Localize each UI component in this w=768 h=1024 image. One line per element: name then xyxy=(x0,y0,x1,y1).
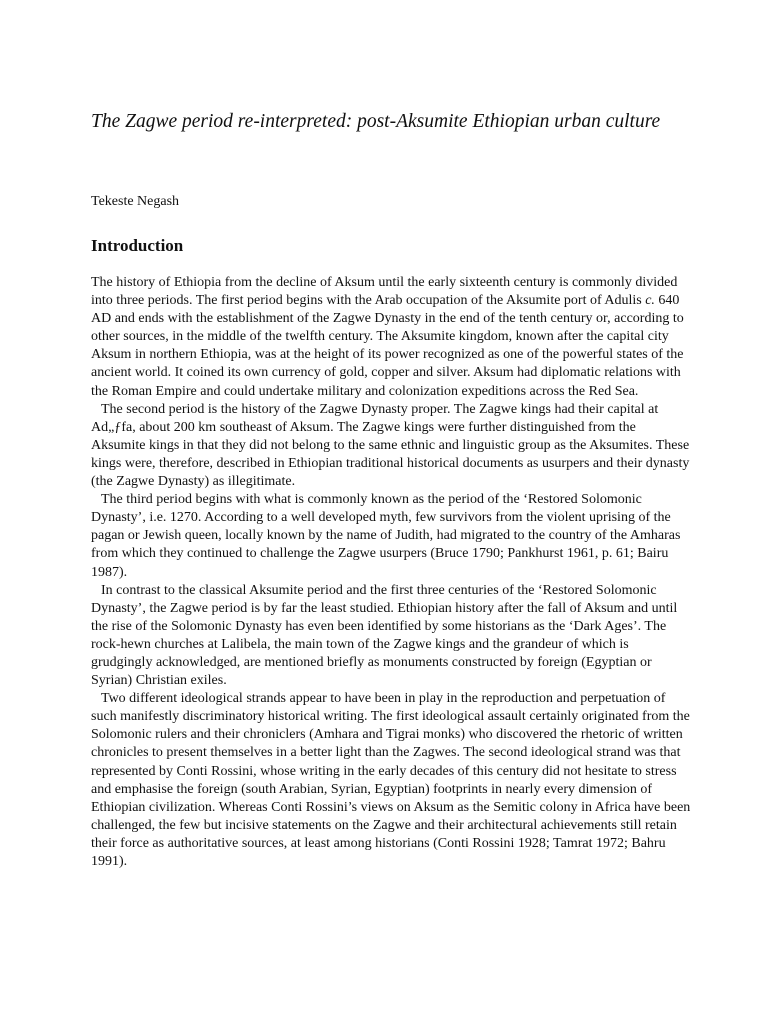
section-heading-introduction: Introduction xyxy=(91,236,184,255)
paragraph-1-part-2: 640 AD and ends with the establishment of the Zagwe Dynasty in the end of the tenth century or, according to other sources, in the middle of the twelfth century. The Aksumite kingdom, known after the capital city Aksum in northern Ethiopia, was at the height of its power recognized as one of the powerful states of the ancient world. It coined its own currency of gold, copper and silver. Aksum had diplomatic relations with the Roman Empire and could undertake military and colonization expeditions across the Red Sea. xyxy=(91,293,684,399)
paragraph-1 xyxy=(91,274,691,401)
document-page xyxy=(91,108,691,871)
document-title: The Zagwe period re-interpreted: post-Aksumite Ethiopian urban culture xyxy=(91,111,661,132)
paragraph-4: In contrast to the classical Aksumite period and the first three centuries of the ‘Restored Solomonic Dynasty’, the Zagwe period is by far the least studied. Ethiopian history after the fall of Aksum and until the rise of the Solomonic Dynasty has even been identified by some historians as the ‘Dark Ages’. The rock-hewn churches at Lalibela, the main town of the Zagwe kings and the grandeur of which is grudgingly acknowledged, are mentioned briefly as monuments constructed by foreign (Egyptian or Syrian) Christian exiles. xyxy=(91,582,678,689)
circa-abbreviation: c. xyxy=(645,293,655,309)
paragraph-5: Two different ideological strands appear to have been in play in the reproduction and perpetuation of such manifestly discriminatory historical writing. The first ideological assault certainly originated from the Solomonic rulers and their chroniclers (Amhara and Tigrai monks) who discovered the rhetoric of written chronicles to present themselves in a better light than the Zagwes. The second ideological strand was that represented by Conti Rossini, whose writing in the early decades of this century did not hesitate to stress and emphasise the foreign (south Arabian, Syrian, Egyptian) footprints in nearly every dimension of Ethiopian civilization. Whereas Conti Rossini’s views on Aksum as the Semitic colony in Africa have been challenged, the few but incisive statements on the Zagwe and their architectural achievements still retain their force as authoritative sources, at least among historians (Conti Rossini 1928; Tamrat 1972; Bahru 1991). xyxy=(91,691,691,869)
document-body xyxy=(91,274,691,871)
paragraph-3: The third period begins with what is commonly known as the period of the ‘Restored Solomonic Dynasty’, i.e. 1270. According to a well developed myth, few survivors from the violent uprising of the pagan or Jewish queen, locally known by the name of Judith, had migrated to the country of the Amharas from which they continued to challenge the Zagwe usurpers (Bruce 1790; Pankhurst 1961, p. 61; Bairu 1987). xyxy=(91,492,681,580)
paragraph-2: The second period is the history of the Zagwe Dynasty proper. The Zagwe kings had their capital at Ad„ƒfa, about 200 km southeast of Aksum. The Zagwe kings were further distinguished from the Aksumite kings in that they did not belong to the same ethnic and linguistic group as the Aksumites. These kings were, therefore, described in Ethiopian traditional historical documents as usurpers and their dynasty (the Zagwe Dynasty) as illegitimate. xyxy=(91,401,690,490)
paragraph-1-part-1: The history of Ethiopia from the decline of Aksum until the early sixteenth century is commonly divided into three periods. The first period begins with the Arab occupation of the Aksumite port of Adulis xyxy=(91,275,678,309)
author-name: Tekeste Negash xyxy=(91,194,180,209)
